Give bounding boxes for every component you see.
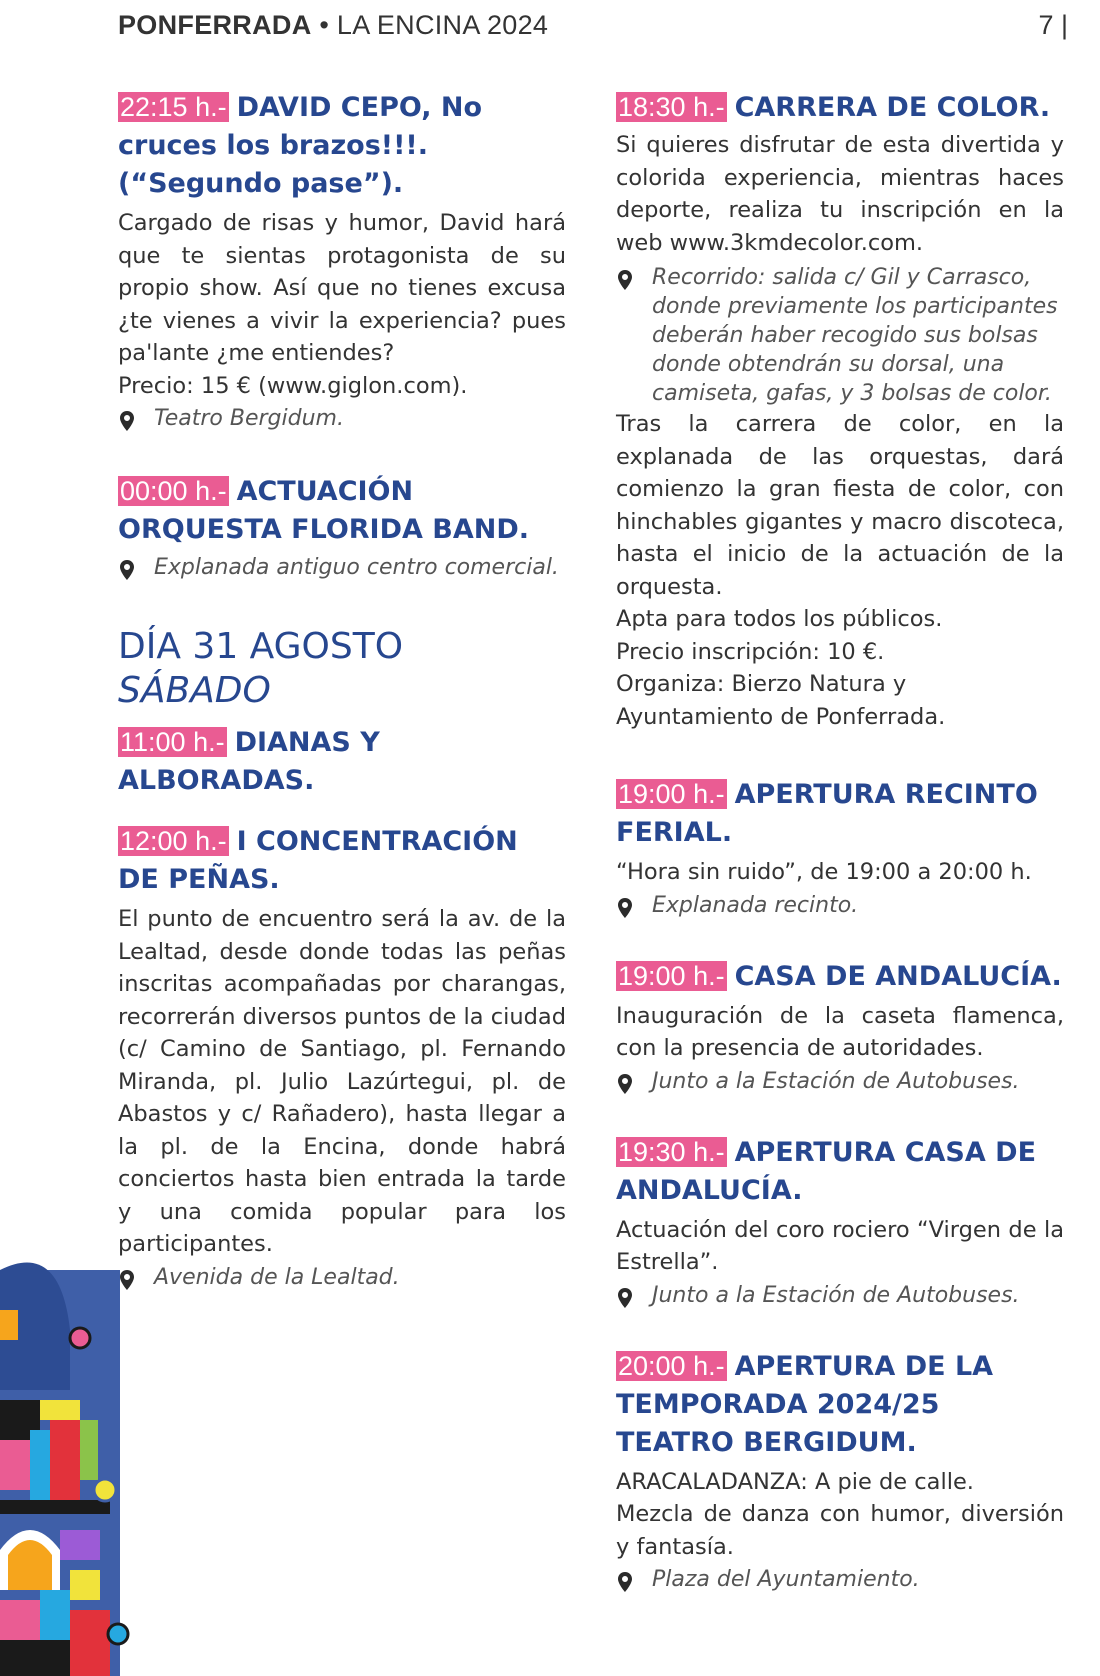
event-audience: Apta para todos los públicos. (616, 606, 943, 632)
event-title: CARRERA DE COLOR. (734, 92, 1051, 123)
event-location (616, 1067, 1064, 1097)
location-text: Plaza del Ayuntamiento. (652, 1567, 920, 1592)
event-concentracion-penas (118, 822, 566, 1293)
event-location (118, 553, 566, 583)
map-pin-icon (616, 269, 634, 291)
location-text: Explanada recinto. (652, 892, 859, 918)
event-time: 20:00 h.- (618, 1350, 725, 1381)
event-line-2: Mezcla de danza con humor, diversión y fantasía. (616, 1501, 1064, 1560)
event-title: APERTURA DE LA TEMPORADA 2024/25 TEATRO BERGIDUM. (616, 1350, 994, 1458)
event-title: DIANAS Y ALBORADAS. (118, 727, 380, 796)
event-heading (616, 957, 1064, 996)
event-price: Precio inscripción: 10 €. (616, 638, 885, 665)
map-pin-icon (616, 1287, 634, 1309)
event-time: 11:00 h.- (120, 727, 225, 757)
event-casa-andalucia (616, 957, 1064, 1097)
map-pin-icon (118, 559, 136, 581)
event-intro: Si quieres disfrutar de esta divertida y colorida experiencia, mientras haces deporte, realiza tu inscripción en la web www.3kmdecolor.com. (616, 132, 1064, 256)
event-heading (118, 472, 566, 549)
event-title: I CONCENTRACIÓN DE PEÑAS. (118, 826, 518, 895)
page-header (118, 10, 1068, 46)
event-time: 19:30 h.- (618, 1136, 725, 1167)
event-carrera-color (616, 88, 1064, 733)
event-location (616, 1281, 1064, 1311)
event-title: ACTUACIÓN ORQUESTA FLORIDA BAND. (118, 476, 530, 545)
event-time: 12:00 h.- (120, 826, 227, 856)
event-title: CASA DE ANDALUCÍA. (734, 960, 1062, 992)
event-description: Inauguración de la caseta flamenca, con la presencia de autoridades. (616, 1002, 1064, 1061)
map-pin-icon (616, 1571, 634, 1593)
left-column (118, 88, 566, 1293)
event-title: DAVID CEPO, No cruces los brazos!!!. (“Segundo pase”). (118, 92, 483, 199)
location-text: Junto a la Estación de Autobuses. (652, 1068, 1020, 1094)
event-route (616, 263, 1064, 408)
location-text: Explanada antiguo centro comercial. (154, 555, 559, 580)
map-pin-icon (616, 1073, 634, 1095)
page-number: 7 | (1038, 10, 1068, 40)
event-time: 22:15 h.- (120, 92, 227, 122)
event-heading (616, 88, 1064, 127)
festival-name: LA ENCINA 2024 (336, 10, 549, 40)
location-text: Junto a la Estación de Autobuses. (652, 1282, 1020, 1308)
route-text: Recorrido: salida c/ Gil y Carrasco, donde previamente los participantes deberán haber recogido sus bolsas donde obtendrán su dorsal, una camiseta, gafas, y 3 bolsas de color. (652, 265, 1058, 406)
map-pin-icon (616, 897, 634, 919)
event-time: 19:00 h.- (618, 960, 725, 991)
event-description: Actuación del coro rociero “Virgen de la Estrella”. (616, 1216, 1064, 1275)
event-heading (118, 723, 566, 800)
event-heading (616, 1347, 1064, 1462)
event-description: Cargado de risas y humor, David hará que te sientas protagonista de su propio show. Así que no tienes excusa ¿te vienes a vivir la experiencia? pues pa'lante ¿me entiendes? (118, 210, 566, 366)
event-price: Precio: 15 € (www.giglon.com). (118, 372, 468, 399)
event-title: APERTURA CASA DE ANDALUCÍA. (616, 1136, 1037, 1206)
event-description: El punto de encuentro será la av. de la Lealtad, desde donde todas las peñas inscritas acompañadas por charangas, recorrerán diversos puntos de la ciudad (c/ Camino de Santiago, pl. Fernando Miranda, pl. Julio Lazúrtegui, pl. de Abastos y c/ Rañadero), hasta llegar a la pl. de la Encina, donde habrá conciertos hasta bien entrada la tarde y una comida popular para los participantes. (118, 906, 566, 1257)
event-florida-band (118, 472, 566, 583)
location-text: Avenida de la Lealtad. (154, 1264, 400, 1290)
event-location (118, 1263, 566, 1293)
event-description: “Hora sin ruido”, de 19:00 a 20:00 h. (616, 859, 1032, 885)
event-line-1: ARACALADANZA: A pie de calle. (616, 1468, 974, 1495)
city-name: PONFERRADA (118, 10, 312, 40)
event-time: 00:00 h.- (120, 476, 227, 506)
right-column (616, 88, 1064, 1595)
event-location (616, 1565, 1064, 1595)
location-text: Teatro Bergidum. (154, 406, 344, 431)
event-title: APERTURA RECINTO FERIAL. (616, 779, 1038, 848)
event-heading (616, 1133, 1064, 1210)
event-description: Tras la carrera de color, en la explanada de las orquestas, dará comienzo la gran fiesta de color, con hinchables gigantes y macro discoteca, hasta el inicio de la actuación de la orquesta. (616, 411, 1064, 600)
event-heading (616, 775, 1064, 852)
event-time: 18:30 h.- (618, 92, 725, 122)
decorative-building-illustration (0, 1250, 130, 1676)
event-temporada-bergidum (616, 1347, 1064, 1596)
event-recinto-ferial (616, 775, 1064, 921)
event-apertura-casa-andalucia (616, 1133, 1064, 1311)
event-david-cepo (118, 88, 566, 434)
event-location (118, 404, 566, 434)
event-organizer: Organiza: Bierzo Natura y Ayuntamiento de Ponferrada. (616, 671, 946, 730)
day-heading (118, 625, 566, 713)
publication-title (118, 10, 548, 41)
event-location (616, 891, 1064, 921)
day-date: DÍA 31 AGOSTO (118, 626, 404, 667)
map-pin-icon (118, 410, 136, 432)
event-heading (118, 822, 566, 899)
event-heading (118, 88, 566, 203)
event-time: 19:00 h.- (618, 779, 725, 809)
event-dianas (118, 723, 566, 800)
day-weekday: SÁBADO (118, 670, 271, 711)
title-separator: • (319, 10, 330, 40)
